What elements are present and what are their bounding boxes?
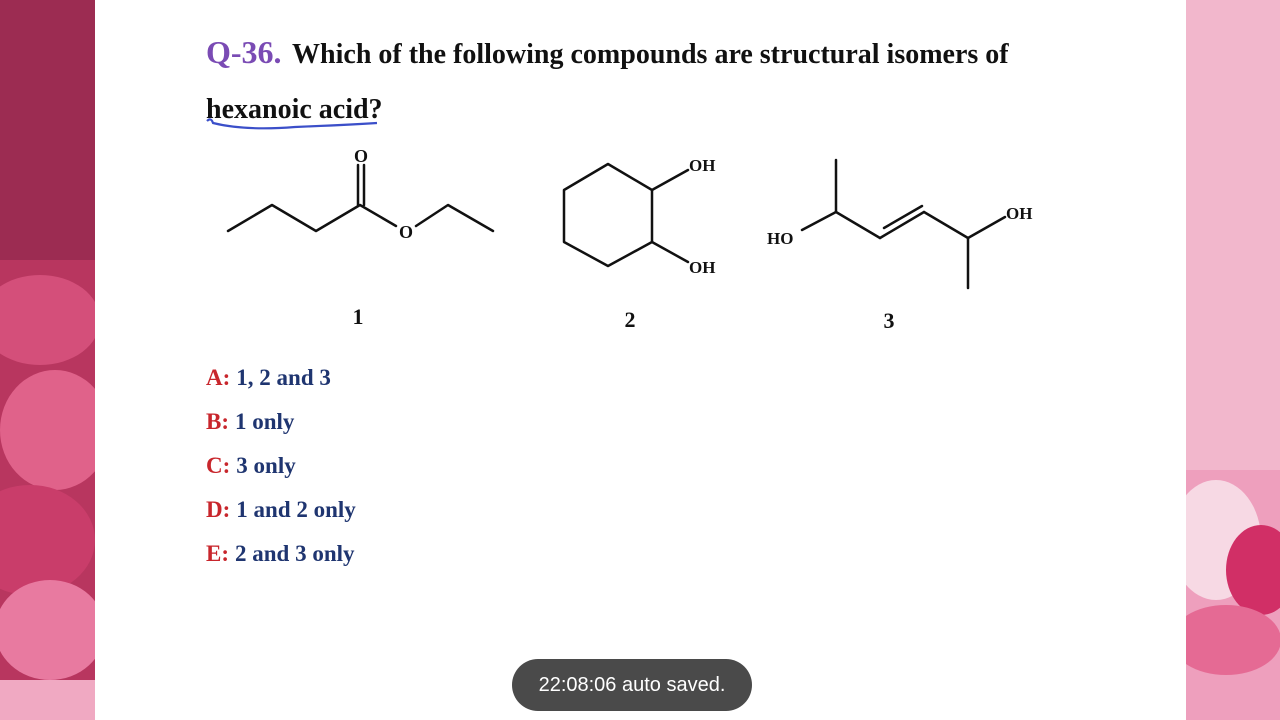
left-flower-decoration (0, 0, 95, 720)
option-text: 2 and 3 only (235, 541, 355, 566)
option-letter: A: (206, 365, 231, 390)
structure-2-number: 2 (624, 307, 636, 332)
option-c[interactable] (206, 444, 356, 488)
structure-3-number: 3 (883, 308, 895, 333)
option-text: 1, 2 and 3 (236, 365, 331, 390)
option-text: 1 and 2 only (236, 497, 356, 522)
auto-save-toast: 22:08:06 auto saved. (512, 659, 752, 711)
option-text: 1 only (235, 409, 295, 434)
option-letter: C: (206, 453, 231, 478)
right-flower-decoration (1186, 0, 1280, 720)
option-text: 3 only (236, 453, 296, 478)
structure-3-oh: OH (1006, 204, 1033, 223)
structure-3-bonds (802, 160, 1005, 288)
option-letter: D: (206, 497, 231, 522)
structure-3-ho: HO (767, 229, 794, 248)
question-text: Which of the following compounds are structural isomers of (292, 39, 1009, 70)
option-b[interactable] (206, 400, 356, 444)
option-d[interactable] (206, 488, 356, 532)
option-e[interactable] (206, 532, 356, 576)
structure-1-carbonyl-o: O (353, 146, 369, 166)
structure-1-number: 1 (352, 304, 364, 329)
structure-2-oh-bottom: OH (689, 258, 716, 277)
question-number: Q-36. (206, 34, 282, 70)
option-a[interactable] (206, 356, 356, 400)
structure-2-bonds (564, 164, 688, 266)
structure-1-bonds (228, 165, 493, 231)
option-letter: B: (206, 409, 229, 434)
question-line-2: hexanoic acid? (206, 94, 383, 125)
structure-2-oh-top: OH (689, 156, 716, 175)
answer-options (206, 356, 356, 576)
structure-1-ester-o: O (398, 222, 414, 242)
option-letter: E: (206, 541, 229, 566)
question-slide (95, 0, 1186, 720)
structures-figure (95, 0, 1186, 360)
